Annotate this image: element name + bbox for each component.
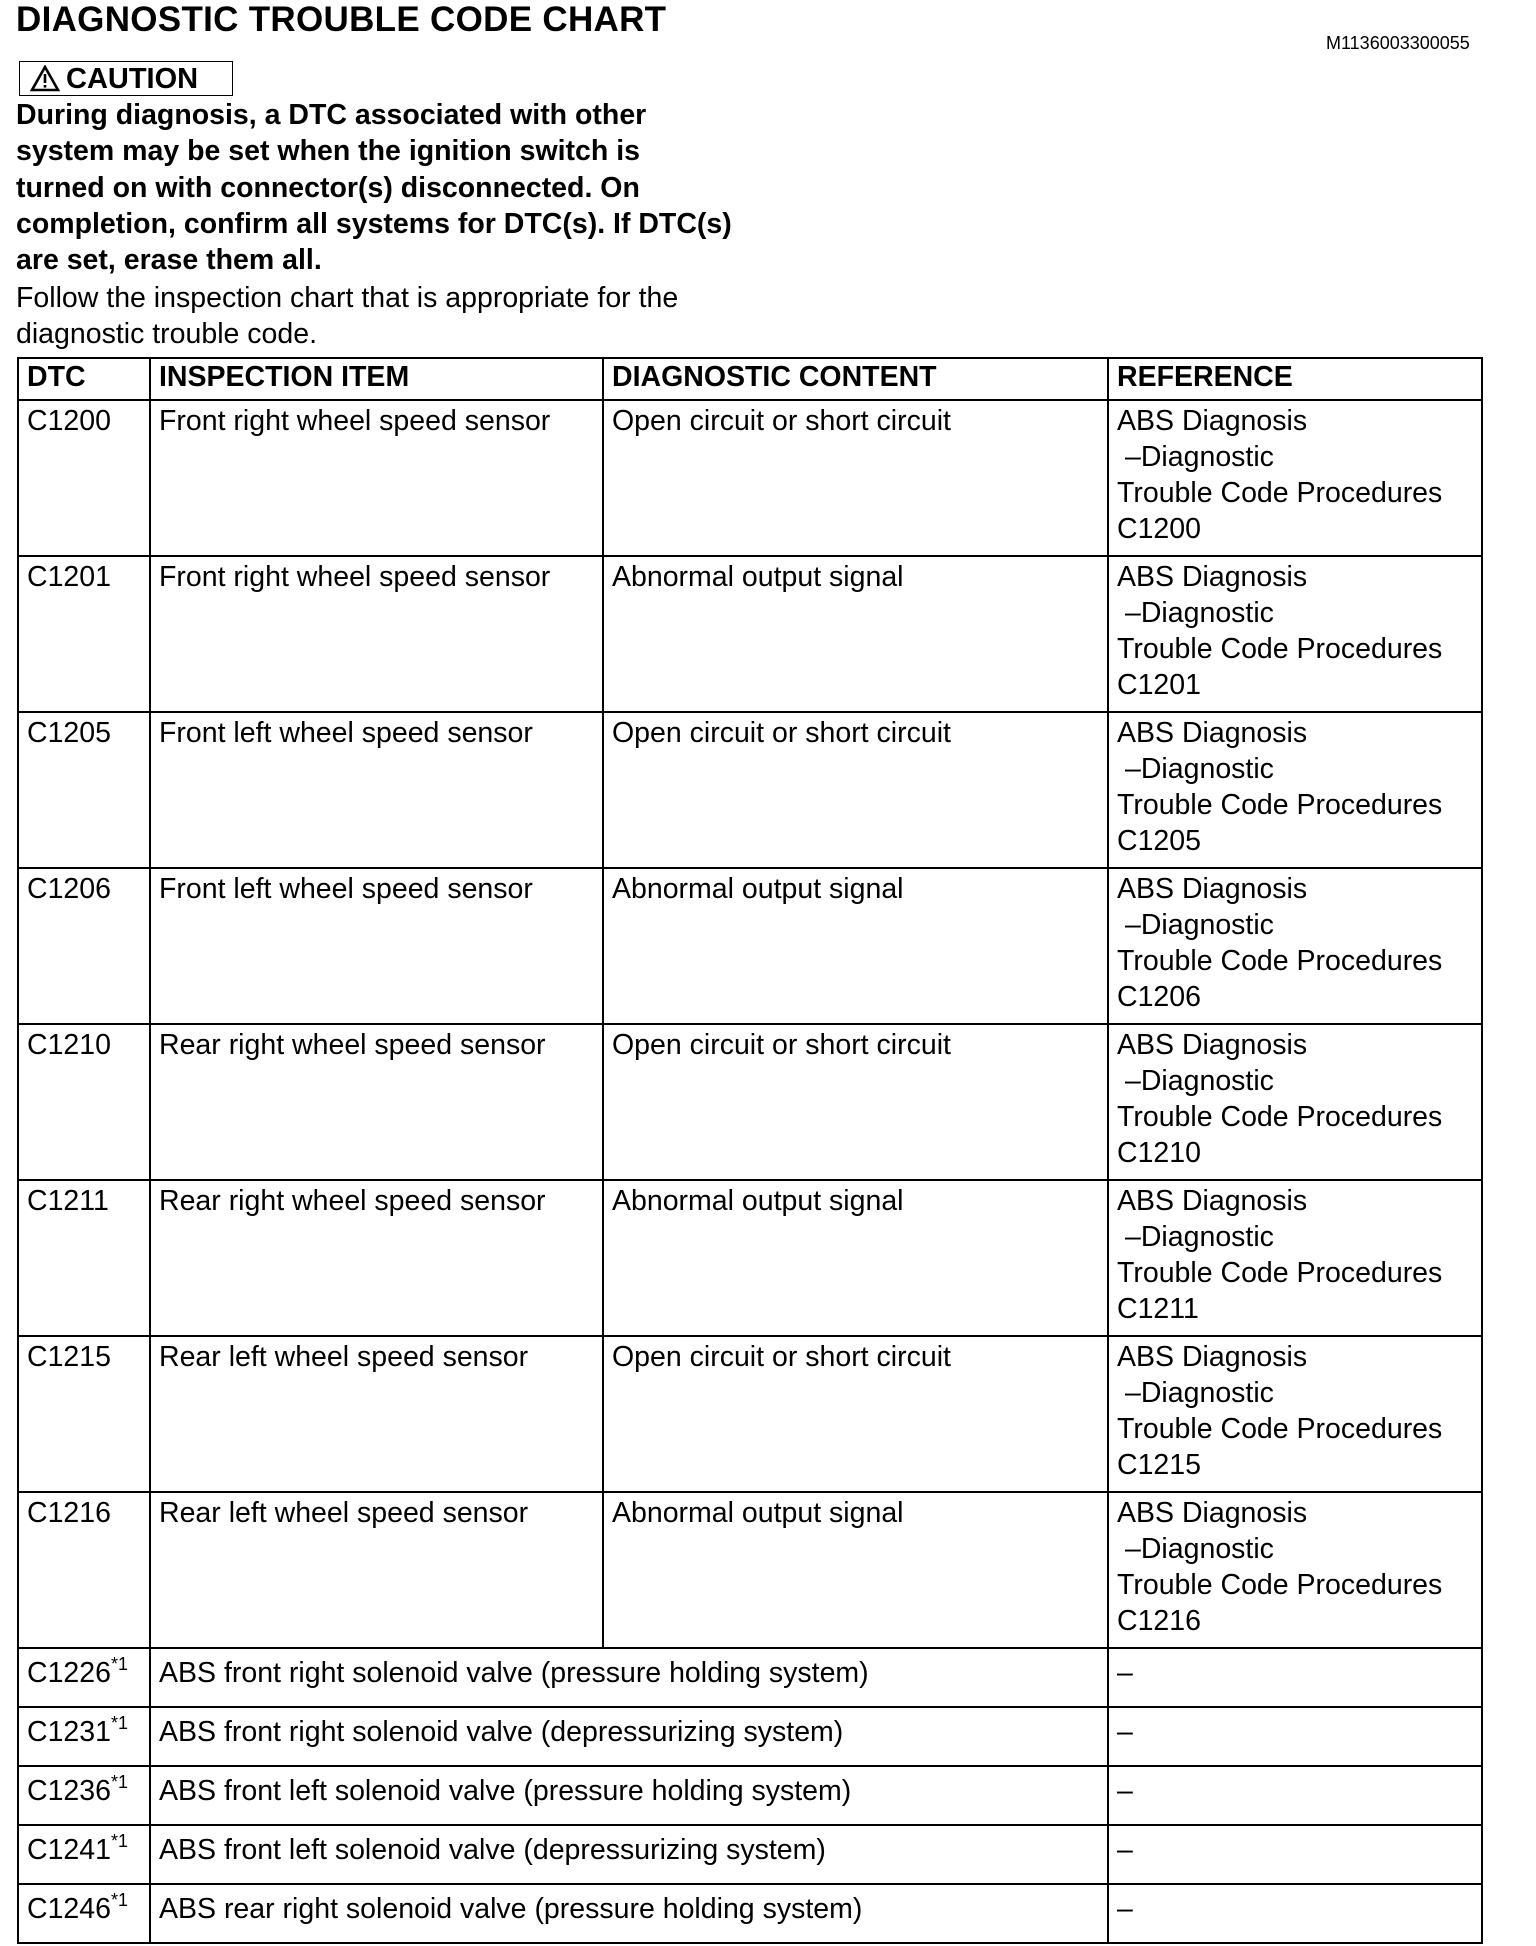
reference-line: –Diagnostic	[1125, 909, 1274, 941]
dtc-code-cell	[18, 1825, 150, 1884]
table-row	[18, 868, 1482, 1024]
reference-line: –Diagnostic	[1125, 597, 1274, 629]
reference-line: –Diagnostic	[1125, 441, 1274, 473]
reference-line: ABS Diagnosis	[1117, 1185, 1308, 1217]
header-dtc: DTC	[18, 358, 150, 400]
diagnostic-content: Abnormal output signal	[603, 1492, 1108, 1648]
reference-cell	[1108, 400, 1482, 556]
reference-line: Trouble Code Procedures	[1117, 1413, 1443, 1445]
reference-line: C1200	[1117, 513, 1201, 545]
table-row	[18, 1336, 1482, 1492]
header-diagnostic-content: DIAGNOSTIC CONTENT	[603, 358, 1108, 400]
dtc-code: C1205	[18, 712, 150, 868]
inspection-item: Rear right wheel speed sensor	[150, 1180, 603, 1336]
diagnostic-content: Open circuit or short circuit	[603, 400, 1108, 556]
dtc-code: C1206	[18, 868, 150, 1024]
reference-line: Trouble Code Procedures	[1117, 789, 1443, 821]
reference-line: C1206	[1117, 981, 1201, 1013]
reference-cell	[1108, 1024, 1482, 1180]
reference-cell	[1108, 712, 1482, 868]
table-row	[18, 1180, 1482, 1336]
footnote-marker: *1	[110, 1830, 128, 1851]
diagnostic-content: Abnormal output signal	[603, 1180, 1108, 1336]
reference-cell	[1108, 1180, 1482, 1336]
reference-line: ABS Diagnosis	[1117, 405, 1308, 437]
diagnostic-content: Open circuit or short circuit	[603, 1024, 1108, 1180]
diagnostic-content: Abnormal output signal	[603, 556, 1108, 712]
table-row	[18, 1492, 1482, 1648]
reference-line: Trouble Code Procedures	[1117, 1569, 1443, 1601]
reference-cell: –	[1108, 1766, 1482, 1825]
reference-line: ABS Diagnosis	[1117, 1497, 1308, 1529]
reference-line: C1215	[1117, 1449, 1201, 1481]
reference-line: –Diagnostic	[1125, 1221, 1274, 1253]
dtc-code: C1200	[18, 400, 150, 556]
inspection-item: Front left wheel speed sensor	[150, 868, 603, 1024]
dtc-code: C1246	[27, 1893, 111, 1925]
dtc-code: C1211	[18, 1180, 150, 1336]
reference-cell	[1108, 1492, 1482, 1648]
caution-text: During diagnosis, a DTC associated with other system may be set when the ignition switch is turned on with connector(s) disconnected. On completion, confirm all systems for DTC(s). If DTC(s) are set, erase them all.	[16, 99, 732, 277]
reference-line: –Diagnostic	[1125, 1065, 1274, 1097]
table-row	[18, 1648, 1482, 1707]
dtc-code: C1210	[18, 1024, 150, 1180]
footnote-marker: *1	[110, 1653, 128, 1674]
reference-line: Trouble Code Procedures	[1117, 945, 1443, 977]
reference-line: –Diagnostic	[1125, 1533, 1274, 1565]
footnote-marker: *1	[110, 1712, 128, 1733]
dtc-code-cell	[18, 1766, 150, 1825]
reference-line: ABS Diagnosis	[1117, 561, 1308, 593]
reference-line: ABS Diagnosis	[1117, 1029, 1308, 1061]
dtc-code-cell	[18, 1707, 150, 1766]
header-inspection-item: INSPECTION ITEM	[150, 358, 603, 400]
caution-label-box	[19, 61, 233, 96]
dtc-code: C1201	[18, 556, 150, 712]
reference-cell: –	[1108, 1884, 1482, 1943]
reference-line: Trouble Code Procedures	[1117, 1257, 1443, 1289]
table-header-row	[18, 358, 1482, 400]
dtc-code: C1226	[27, 1657, 111, 1689]
table-row	[18, 1707, 1482, 1766]
inspection-item: Front left wheel speed sensor	[150, 712, 603, 868]
inspection-item: ABS front right solenoid valve (depressurizing system)	[150, 1707, 1108, 1766]
dtc-code-cell	[18, 1648, 150, 1707]
reference-line: C1211	[1117, 1293, 1199, 1325]
inspection-item: Front right wheel speed sensor	[150, 400, 603, 556]
inspection-item: Rear left wheel speed sensor	[150, 1336, 603, 1492]
header-reference: REFERENCE	[1108, 358, 1482, 400]
table-row	[18, 712, 1482, 868]
caution-label: CAUTION	[66, 62, 199, 95]
reference-line: Trouble Code Procedures	[1117, 477, 1443, 509]
dtc-code: C1231	[27, 1716, 111, 1748]
reference-line: C1216	[1117, 1605, 1201, 1637]
reference-line: C1205	[1117, 825, 1201, 857]
footnote-marker: *1	[110, 1889, 128, 1910]
inspection-item: Rear left wheel speed sensor	[150, 1492, 603, 1648]
inspection-item: Front right wheel speed sensor	[150, 556, 603, 712]
footnote-marker: *1	[110, 1771, 128, 1792]
reference-line: ABS Diagnosis	[1117, 1341, 1308, 1373]
inspection-item: ABS rear right solenoid valve (pressure holding system)	[150, 1884, 1108, 1943]
reference-cell: –	[1108, 1825, 1482, 1884]
reference-line: ABS Diagnosis	[1117, 717, 1308, 749]
reference-line: ABS Diagnosis	[1117, 873, 1308, 905]
table-row	[18, 1024, 1482, 1180]
dtc-code: C1241	[27, 1834, 111, 1866]
table-row	[18, 1766, 1482, 1825]
diagnostic-content: Open circuit or short circuit	[603, 712, 1108, 868]
dtc-code: C1236	[27, 1775, 111, 1807]
reference-cell	[1108, 1336, 1482, 1492]
warning-triangle-icon	[30, 65, 60, 92]
dtc-code-cell	[18, 1884, 150, 1943]
dtc-code: C1215	[18, 1336, 150, 1492]
inspection-item: ABS front left solenoid valve (pressure holding system)	[150, 1766, 1108, 1825]
inspection-item: Rear right wheel speed sensor	[150, 1024, 603, 1180]
reference-line: –Diagnostic	[1125, 1377, 1274, 1409]
dtc-table	[17, 357, 1483, 1944]
diagnostic-content: Abnormal output signal	[603, 868, 1108, 1024]
table-row	[18, 400, 1482, 556]
reference-cell: –	[1108, 1707, 1482, 1766]
intro-text: Follow the inspection chart that is appropriate for the diagnostic trouble code.	[16, 282, 679, 351]
table-row	[18, 1884, 1482, 1943]
reference-line: Trouble Code Procedures	[1117, 633, 1443, 665]
reference-line: Trouble Code Procedures	[1117, 1101, 1443, 1133]
dtc-code: C1216	[18, 1492, 150, 1648]
reference-line: C1201	[1117, 669, 1201, 701]
reference-line: C1210	[1117, 1137, 1201, 1169]
document-id: M1136003300055	[1326, 33, 1470, 53]
table-row	[18, 556, 1482, 712]
reference-cell: –	[1108, 1648, 1482, 1707]
inspection-item: ABS front left solenoid valve (depressurizing system)	[150, 1825, 1108, 1884]
reference-cell	[1108, 556, 1482, 712]
inspection-item: ABS front right solenoid valve (pressure holding system)	[150, 1648, 1108, 1707]
diagnostic-content: Open circuit or short circuit	[603, 1336, 1108, 1492]
reference-line: –Diagnostic	[1125, 753, 1274, 785]
page-title: DIAGNOSTIC TROUBLE CODE CHART	[16, 0, 667, 39]
reference-cell	[1108, 868, 1482, 1024]
table-row	[18, 1825, 1482, 1884]
